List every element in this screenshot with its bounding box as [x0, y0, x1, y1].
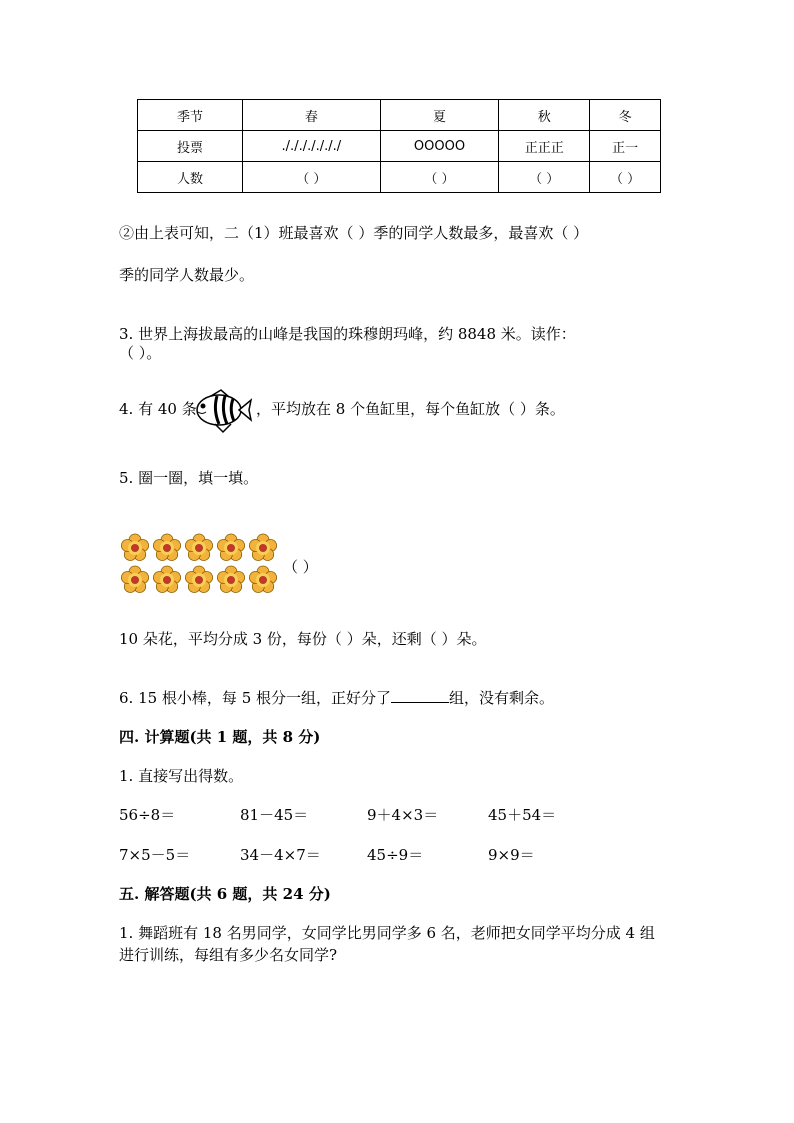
q3-line1: 3. 世界上海拔最高的山峰是我国的珠穆朗玛峰，约 8848 米。读作： [119, 325, 576, 343]
answer-cell[interactable]: （ ） [590, 162, 661, 193]
calc-item: 45÷9＝ [367, 846, 424, 864]
flower-icon [121, 566, 148, 593]
flower-icon [121, 534, 148, 561]
flower-icon [153, 534, 180, 561]
table-cell: 冬 [590, 100, 661, 131]
calc-item: 9×9＝ [488, 846, 535, 864]
section5-title: 五. 解答题(共 6 题，共 24 分) [119, 885, 331, 903]
table-cell: 季节 [138, 100, 243, 131]
table-cell: 夏 [380, 100, 499, 131]
q6-suffix: 组，没有剩余。 [449, 689, 555, 707]
q6-line [119, 687, 554, 708]
table-cell: 投票 [138, 131, 243, 162]
vote-table [137, 99, 661, 193]
calc-item: 81－45＝ [240, 806, 309, 824]
table-cell: 春 [243, 100, 381, 131]
section5-q1-line1: 1. 舞蹈班有 18 名男同学，女同学比男同学多 6 名，老师把女同学平均分成 4 组 [119, 924, 655, 942]
table-row [138, 131, 661, 162]
flower-icon [249, 566, 276, 593]
q5-answer-paren[interactable]: （ ） [283, 558, 318, 576]
q6-answer-blank[interactable] [391, 688, 449, 703]
table-cell: 正正正 [499, 131, 590, 162]
calc-item: 56÷8＝ [119, 806, 176, 824]
q5-sentence: 10 朵花，平均分成 3 份，每份（ ）朵，还剩（ ）朵。 [119, 630, 487, 648]
answer-cell[interactable]: （ ） [380, 162, 499, 193]
flowers-image [118, 532, 280, 598]
calc-item: 34－4×7＝ [240, 846, 321, 864]
flower-icon [185, 534, 212, 561]
q4-prefix: 4. 有 40 条 [119, 400, 197, 418]
flower-icon [153, 566, 180, 593]
q5-title: 5. 圈一圈，填一填。 [119, 469, 259, 487]
table-row [138, 162, 661, 193]
table-cell: OOOOO [380, 131, 499, 162]
fish-icon [193, 388, 253, 436]
section5-q1-line2: 进行训练，每组有多少名女同学? [119, 946, 338, 964]
section4-title: 四. 计算题(共 1 题，共 8 分) [119, 728, 321, 746]
table-cell: ./././././././ [243, 131, 381, 162]
table-cell: 秋 [499, 100, 590, 131]
calc-item: 45＋54＝ [488, 806, 557, 824]
q2-line1: ②由上表可知，二（1）班最喜欢（ ）季的同学人数最多，最喜欢（ ） [119, 224, 589, 242]
calc-item: 9＋4×3＝ [367, 806, 439, 824]
q6-prefix: 6. 15 根小棒，每 5 根分一组，正好分了 [119, 689, 392, 707]
flower-icon [249, 534, 276, 561]
q3-line2: （ ）。 [119, 344, 162, 362]
section4-q1-title: 1. 直接写出得数。 [119, 767, 244, 785]
table-cell: 人数 [138, 162, 243, 193]
table-row [138, 100, 661, 131]
q4-suffix: ，平均放在 8 个鱼缸里，每个鱼缸放（ ）条。 [256, 400, 565, 418]
flower-icon [217, 534, 244, 561]
answer-cell[interactable]: （ ） [499, 162, 590, 193]
calc-item: 7×5－5＝ [119, 846, 191, 864]
q2-line2: 季的同学人数最少。 [119, 266, 255, 284]
flower-icon [185, 566, 212, 593]
answer-cell[interactable]: （ ） [243, 162, 381, 193]
flower-icon [217, 566, 244, 593]
table-cell: 正一 [590, 131, 661, 162]
